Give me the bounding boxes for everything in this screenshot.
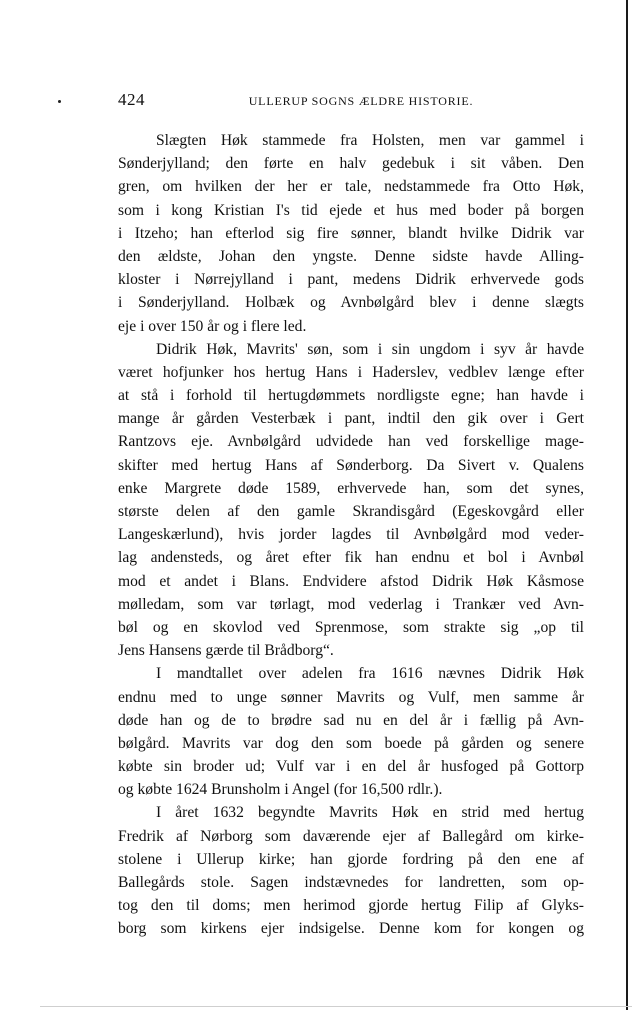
text-line: i Itzeho; han efterlod sig fire sønner, blandt hvilke Didrik var: [118, 224, 584, 242]
text-line: endnu med to unge sønner Mavrits og Vulf, men samme år: [118, 688, 584, 706]
page-edge: [626, 0, 628, 1010]
margin-mark: [58, 100, 61, 103]
text-line: lag andensteds, og året efter fik han endnu et bol i Avnbøl: [118, 549, 584, 567]
text-line: bølgård. Mavrits var dog den som boede på gården og senere: [118, 734, 584, 752]
text-line: I mandtallet over adelen fra 1616 nævnes Didrik Høk: [156, 665, 584, 683]
running-title: ULLERUP SOGNS ÆLDRE HISTORIE.: [248, 94, 474, 108]
body-text: [118, 129, 584, 941]
text-line: borg som kirkens ejer indsigelse. Denne kom for kongen og: [118, 920, 584, 938]
text-line: Slægten Høk stammede fra Holsten, men var gammel i: [156, 132, 584, 149]
text-line: Jens Hansens gærde til Brådborg“.: [118, 642, 334, 660]
page-header: [118, 90, 584, 114]
text-line: Fredrik af Nørborg som daværende ejer af Ballegård om kirke-: [118, 827, 584, 845]
text-line: skifter med hertug Hans af Sønderborg. Da Sivert v. Qualens: [118, 456, 584, 474]
text-line: og købte 1624 Brunsholm i Angel (for 16,500 rdlr.).: [118, 781, 443, 799]
scan-bottom-edge: [40, 1006, 632, 1007]
text-line: Langeskærlund), hvis jorder lagdes til Avnbølgård mod veder-: [118, 526, 584, 544]
text-line: stolene i Ullerup kirke; han gjorde fordring på den ene af: [118, 850, 584, 868]
text-line: mange år gården Vesterbæk i pant, indtil den gik over i Gert: [118, 410, 584, 428]
text-line: Rantzovs eje. Avnbølgård udvidede han ved forskellige mage-: [118, 433, 584, 451]
text-line: gren, om hvilken der her er tale, nedstammede fra Otto Høk,: [118, 178, 584, 196]
text-line: bøl og en skovlod ved Sprenmose, som strakte sig „op til: [118, 618, 584, 636]
text-line: tog den til doms; men herimod gjorde hertug Filip af Glyks-: [118, 897, 584, 915]
text-line: mod et andet i Blans. Endvidere afstod Didrik Høk Kåsmose: [118, 572, 584, 590]
text-line: som i kong Kristian I's tid ejede et hus med boder på borgen: [118, 201, 584, 219]
text-line: i Sønderjylland. Holbæk og Avnbølgård blev i denne slægts: [118, 294, 584, 312]
text-line: døde han og de to brødre sad nu en del år i fællig på Avn-: [118, 711, 584, 729]
page-number: 424: [118, 90, 145, 109]
text-line: at stå i forhold til hertugdømmets nordligste egne; han havde i: [118, 387, 584, 405]
text-line: Didrik Høk, Mavrits' søn, som i sin ungdom i syv år havde: [156, 340, 584, 358]
text-line: været hofjunker hos hertug Hans i Haderslev, vedblev længe efter: [118, 363, 584, 381]
text-line: kloster i Nørrejylland i pant, medens Didrik erhvervede gods: [118, 271, 584, 289]
text-line: købte sin broder ud; Vulf var i en del år husfoged på Gottorp: [118, 758, 584, 776]
text-line: Sønderjylland; den førte en halv gedebuk i sit våben. Den: [118, 155, 584, 173]
text-line: eje i over 150 år og i flere led.: [118, 317, 307, 335]
text-line: mølledam, som var tørlagt, mod vederlag i Trankær ved Avn-: [118, 595, 584, 613]
text-line: I året 1632 begyndte Mavrits Høk en strid med hertug: [156, 804, 584, 822]
text-line: enke Margrete døde 1589, erhvervede han, som det synes,: [118, 479, 584, 497]
text-line: den ældste, Johan den yngste. Denne sidste havde Alling-: [118, 247, 584, 265]
text-line: Ballegårds stole. Sagen indstævnedes for landretten, som op-: [118, 874, 584, 891]
text-line: største delen af den gamle Skrandisgård (Egeskovgård eller: [118, 503, 584, 520]
